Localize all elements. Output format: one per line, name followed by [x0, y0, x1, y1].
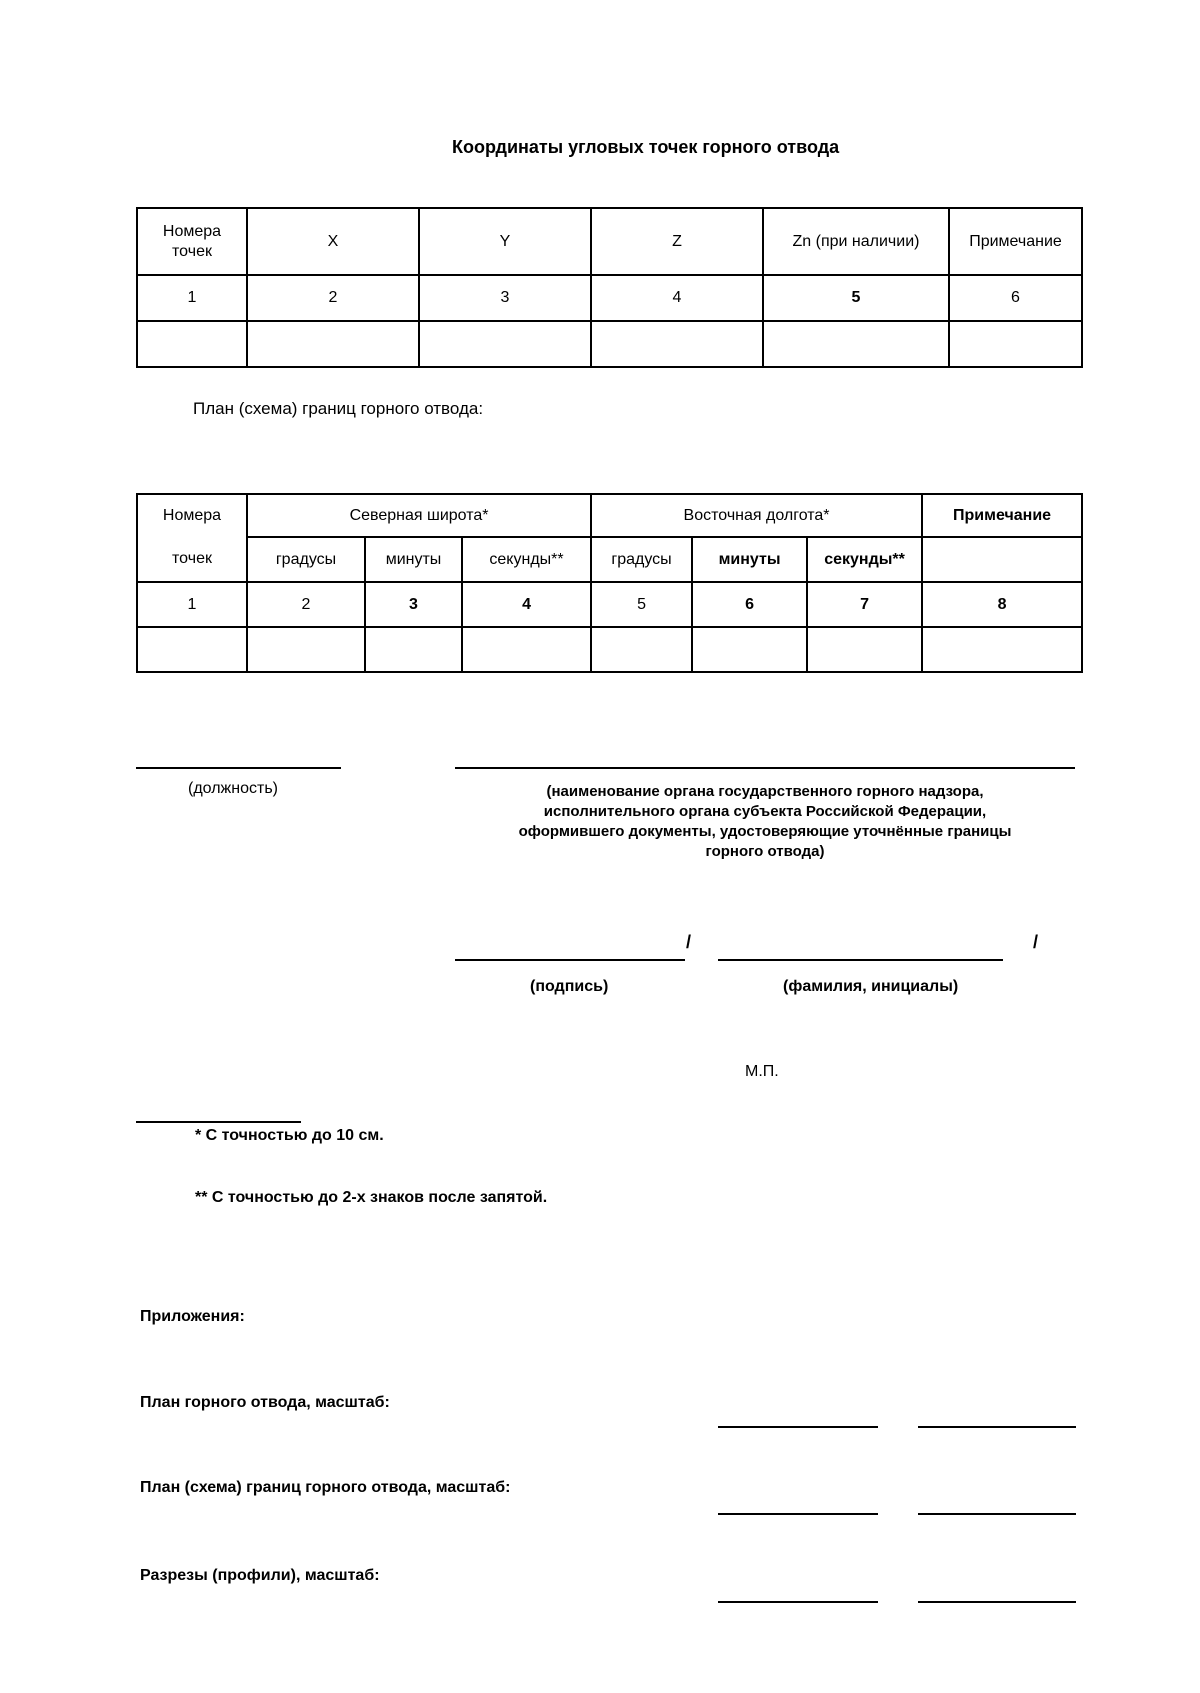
table-cell[interactable]: [137, 321, 247, 367]
authority-caption-line: (наименование органа государственного горного надзора,: [546, 783, 984, 800]
footnote-separator: [136, 1121, 301, 1123]
table-row: [137, 582, 1082, 627]
table-cell[interactable]: [365, 627, 462, 672]
table-cell[interactable]: [591, 627, 692, 672]
name-line[interactable]: [718, 959, 1003, 961]
table-subheader-cell: минуты: [365, 537, 462, 582]
table-row-empty: [137, 627, 1082, 672]
table-header-cell: X: [247, 208, 419, 275]
table-cell: 1: [137, 582, 247, 627]
table-subheader-cell: секунды**: [807, 537, 922, 582]
table-cell[interactable]: [591, 321, 763, 367]
table-subheader-cell: секунды**: [462, 537, 591, 582]
table-cell: 4: [591, 275, 763, 321]
scale-line[interactable]: [718, 1513, 878, 1515]
table-cell: 7: [807, 582, 922, 627]
table-subheader-cell: [922, 537, 1082, 582]
authority-caption-line: исполнительного органа субъекта Российской Федерации,: [543, 803, 987, 820]
position-caption: (должность): [188, 780, 278, 797]
coordinates-table: [136, 207, 1083, 368]
footnote: ** С точностью до 2-х знаков после запятой.: [195, 1189, 548, 1206]
table-header-cell: Y: [419, 208, 591, 275]
authority-line[interactable]: [455, 767, 1075, 769]
table-cell[interactable]: [763, 321, 949, 367]
table-header-cell: Z: [591, 208, 763, 275]
table-header-row: [137, 208, 1082, 275]
table-cell[interactable]: [692, 627, 807, 672]
authority-caption: [455, 782, 1075, 862]
table-cell: 3: [365, 582, 462, 627]
separator-slash: /: [1033, 932, 1039, 952]
plan-label: План (схема) границ горного отвода:: [193, 399, 484, 418]
table-cell[interactable]: [922, 627, 1082, 672]
geo-coordinates-table: [136, 493, 1083, 673]
east-longitude-header: Восточная долгота*: [591, 494, 922, 537]
table-header-cell: Номера точек: [137, 208, 247, 275]
signature-line[interactable]: [455, 959, 685, 961]
table-cell: 8: [922, 582, 1082, 627]
north-latitude-header: Северная широта*: [247, 494, 591, 537]
table-cell: 3: [419, 275, 591, 321]
table-cell: 1: [137, 275, 247, 321]
scale-line[interactable]: [718, 1601, 878, 1603]
scale-line[interactable]: [918, 1601, 1076, 1603]
table-cell[interactable]: [949, 321, 1082, 367]
page-title: Координаты угловых точек горного отвода: [452, 137, 840, 157]
stamp-label: М.П.: [745, 1063, 779, 1080]
name-caption: (фамилия, инициалы): [783, 978, 959, 995]
table-cell[interactable]: [419, 321, 591, 367]
signature-caption: (подпись): [530, 978, 609, 995]
appendix-item: Разрезы (профили), масштаб:: [140, 1567, 380, 1584]
separator-slash: /: [686, 932, 692, 952]
position-line[interactable]: [136, 767, 341, 769]
points-header-bottom: точек: [137, 537, 247, 582]
table-header-row: [137, 494, 1082, 537]
table-row-empty: [137, 321, 1082, 367]
appendix-item: План (схема) границ горного отвода, масштаб:: [140, 1479, 511, 1496]
points-header-top: Номера: [137, 494, 247, 537]
table-cell[interactable]: [247, 627, 365, 672]
table-row: [137, 275, 1082, 321]
table-header-cell: Примечание: [949, 208, 1082, 275]
scale-line[interactable]: [918, 1513, 1076, 1515]
table-cell: 2: [247, 582, 365, 627]
table-subheader-cell: градусы: [247, 537, 365, 582]
table-subheader-cell: градусы: [591, 537, 692, 582]
table-cell: 6: [949, 275, 1082, 321]
table-cell: 2: [247, 275, 419, 321]
scale-line[interactable]: [718, 1426, 878, 1428]
table-header-cell: Zn (при наличии): [763, 208, 949, 275]
appendix-heading: Приложения:: [140, 1308, 245, 1325]
table-cell: 5: [763, 275, 949, 321]
scale-line[interactable]: [918, 1426, 1076, 1428]
table-subheader-row: [137, 537, 1082, 582]
table-cell: 4: [462, 582, 591, 627]
appendix-item: План горного отвода, масштаб:: [140, 1394, 390, 1411]
table-cell: 6: [692, 582, 807, 627]
note-header: Примечание: [922, 494, 1082, 537]
table-cell[interactable]: [137, 627, 247, 672]
table-cell[interactable]: [247, 321, 419, 367]
footnote: * С точностью до 10 см.: [195, 1127, 384, 1144]
table-cell: 5: [591, 582, 692, 627]
table-subheader-cell: минуты: [692, 537, 807, 582]
table-cell[interactable]: [807, 627, 922, 672]
authority-caption-line: горного отвода): [705, 843, 825, 860]
table-cell[interactable]: [462, 627, 591, 672]
authority-caption-line: оформившего документы, удостоверяющие уточнённые границы: [518, 823, 1012, 840]
